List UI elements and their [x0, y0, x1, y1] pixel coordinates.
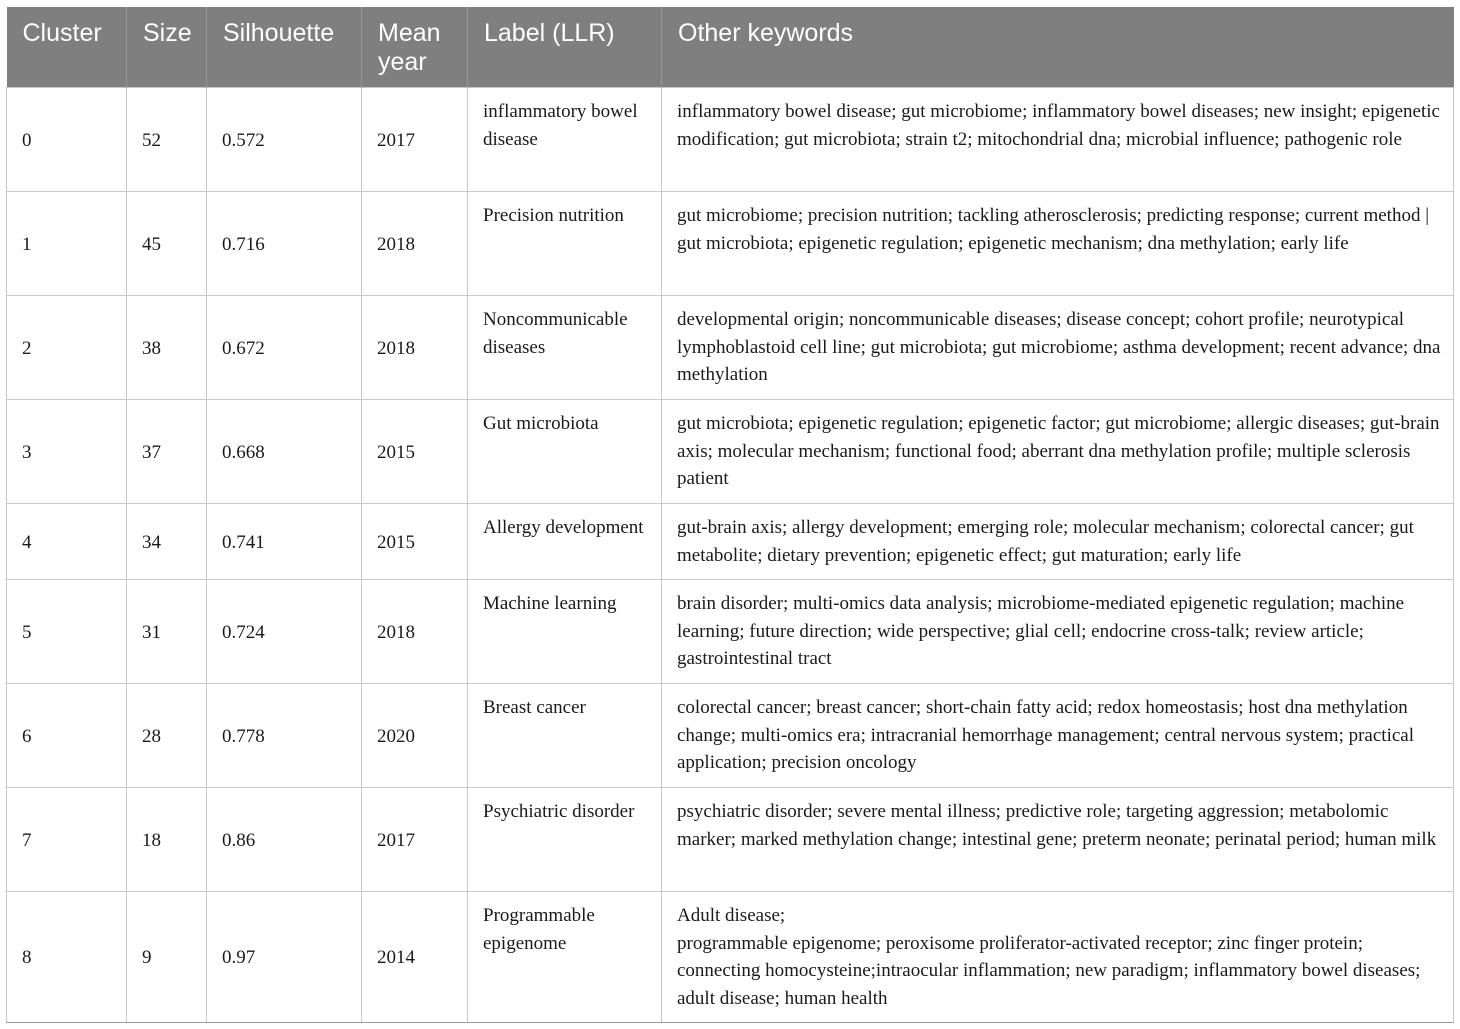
- header-mean-year: Mean year: [362, 7, 468, 88]
- table-row: [7, 684, 1454, 788]
- table-row: [7, 580, 1454, 684]
- mean-year-cell: 2017: [362, 788, 468, 892]
- size-cell: 45: [127, 192, 207, 296]
- silhouette-cell: 0.668: [207, 400, 362, 504]
- label-cell: Machine learning: [468, 580, 662, 684]
- keywords-cell: gut-brain axis; allergy development; emerging role; molecular mechanism; colorectal cancer; gut metabolite; dietary prevention; epigenetic effect; gut maturation; early life: [662, 504, 1454, 580]
- cluster-cell: 0: [7, 88, 127, 192]
- keywords-cell: developmental origin; noncommunicable diseases; disease concept; cohort profile; neurotypical lymphoblastoid cell line; gut microbiota; gut microbiome; asthma development; recent advance; dna methylation: [662, 296, 1454, 400]
- keywords-cell: inflammatory bowel disease; gut microbiome; inflammatory bowel diseases; new insight; epigenetic modification; gut microbiota; strain t2; mitochondrial dna; microbial influence; pathogenic role: [662, 88, 1454, 192]
- mean-year-cell: 2018: [362, 296, 468, 400]
- size-cell: 38: [127, 296, 207, 400]
- size-cell: 34: [127, 504, 207, 580]
- mean-year-cell: 2015: [362, 504, 468, 580]
- mean-year-cell: 2020: [362, 684, 468, 788]
- header-cluster: Cluster: [7, 7, 127, 88]
- header-row: [7, 7, 1454, 88]
- size-cell: 31: [127, 580, 207, 684]
- keywords-cell: psychiatric disorder; severe mental illness; predictive role; targeting aggression; metabolomic marker; marked methylation change; intestinal gene; preterm neonate; perinatal period; human milk: [662, 788, 1454, 892]
- header-silhouette: Silhouette: [207, 7, 362, 88]
- silhouette-cell: 0.778: [207, 684, 362, 788]
- header-size: Size: [127, 7, 207, 88]
- cluster-cell: 7: [7, 788, 127, 892]
- table-row: [7, 88, 1454, 192]
- header-label: Label (LLR): [468, 7, 662, 88]
- label-cell: Allergy development: [468, 504, 662, 580]
- size-cell: 37: [127, 400, 207, 504]
- keywords-cell: gut microbiota; epigenetic regulation; epigenetic factor; gut microbiome; allergic diseases; gut-brain axis; molecular mechanism; functional food; aberrant dna methylation profile; multiple sclerosis patient: [662, 400, 1454, 504]
- table-row: [7, 296, 1454, 400]
- silhouette-cell: 0.672: [207, 296, 362, 400]
- table-row: [7, 892, 1454, 1023]
- size-cell: 52: [127, 88, 207, 192]
- keywords-cell: gut microbiome; precision nutrition; tackling atherosclerosis; predicting response; current method | gut microbiota; epigenetic regulation; epigenetic mechanism; dna methylation; early life: [662, 192, 1454, 296]
- cluster-cell: 4: [7, 504, 127, 580]
- label-cell: Noncommunicable diseases: [468, 296, 662, 400]
- table-row: [7, 788, 1454, 892]
- size-cell: 18: [127, 788, 207, 892]
- silhouette-cell: 0.86: [207, 788, 362, 892]
- table-row: [7, 504, 1454, 580]
- cluster-cell: 1: [7, 192, 127, 296]
- size-cell: 9: [127, 892, 207, 1023]
- cluster-table: [6, 7, 1454, 1023]
- silhouette-cell: 0.572: [207, 88, 362, 192]
- label-cell: Precision nutrition: [468, 192, 662, 296]
- keywords-cell: Adult disease; programmable epigenome; peroxisome proliferator-activated receptor; zinc finger protein; connecting homocysteine;intraocular inflammation; new paradigm; inflammatory bowel diseases; adult disease; human health: [662, 892, 1454, 1023]
- mean-year-cell: 2018: [362, 580, 468, 684]
- label-cell: Gut microbiota: [468, 400, 662, 504]
- label-cell: Psychiatric disorder: [468, 788, 662, 892]
- silhouette-cell: 0.741: [207, 504, 362, 580]
- cluster-cell: 2: [7, 296, 127, 400]
- header-keywords: Other keywords: [662, 7, 1454, 88]
- label-cell: inflammatory bowel disease: [468, 88, 662, 192]
- table-row: [7, 400, 1454, 504]
- label-cell: Programmable epigenome: [468, 892, 662, 1023]
- keywords-cell: colorectal cancer; breast cancer; short-chain fatty acid; redox homeostasis; host dna methylation change; multi-omics era; intracranial hemorrhage management; central nervous system; practical application; precision oncology: [662, 684, 1454, 788]
- silhouette-cell: 0.97: [207, 892, 362, 1023]
- table-body: [7, 88, 1454, 1023]
- silhouette-cell: 0.716: [207, 192, 362, 296]
- silhouette-cell: 0.724: [207, 580, 362, 684]
- cluster-cell: 8: [7, 892, 127, 1023]
- mean-year-cell: 2018: [362, 192, 468, 296]
- mean-year-cell: 2014: [362, 892, 468, 1023]
- size-cell: 28: [127, 684, 207, 788]
- label-cell: Breast cancer: [468, 684, 662, 788]
- table-row: [7, 192, 1454, 296]
- mean-year-cell: 2017: [362, 88, 468, 192]
- cluster-cell: 3: [7, 400, 127, 504]
- cluster-cell: 6: [7, 684, 127, 788]
- keywords-cell: brain disorder; multi-omics data analysis; microbiome-mediated epigenetic regulation; machine learning; future direction; wide perspective; glial cell; endocrine cross-talk; review article; gastrointestinal tract: [662, 580, 1454, 684]
- cluster-cell: 5: [7, 580, 127, 684]
- table-header: [7, 7, 1454, 88]
- mean-year-cell: 2015: [362, 400, 468, 504]
